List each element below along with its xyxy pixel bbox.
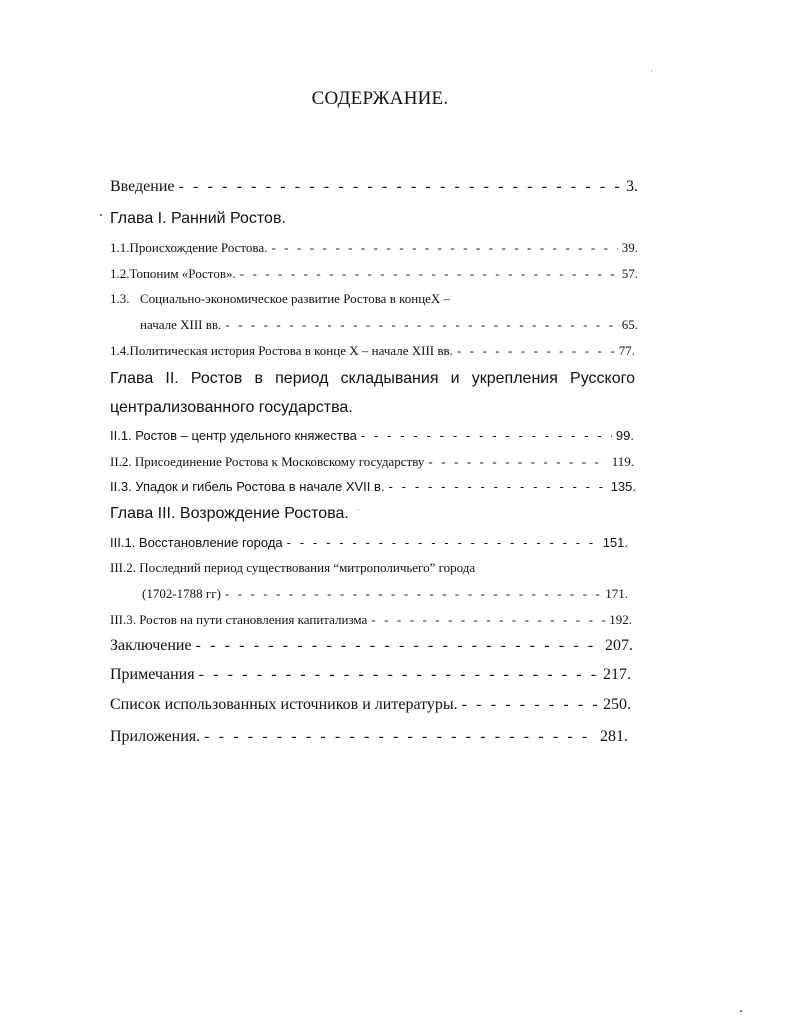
scan-speck [651,70,652,71]
toc-entry-intro[interactable] [110,178,638,196]
leader-dots [457,343,615,359]
toc-entry-page: 57. [621,266,638,281]
toc-entry-page: 119. [611,454,634,469]
toc-entry-label: II.1. Ростов – центр удельного княжества [110,428,357,443]
toc-entry-page: 171. [605,586,628,601]
toc-entry-label: II.3. Упадок и гибель Ростова в начале XVII в. [110,479,385,494]
toc-entry-3-1[interactable] [110,535,628,550]
toc-entry-1-2[interactable] [110,266,638,282]
chapter2-heading-line1: Глава II. Ростов в период складывания и укрепления Русского [110,370,635,387]
toc-entry-3-3[interactable] [110,612,632,628]
toc-entry-label: Происхождение Ростова. [129,240,268,255]
toc-entry-page: 281. [600,728,628,745]
toc-entry-label-cont: (1702-1788 гг) [142,586,221,601]
toc-entry-page: 99. [615,428,634,443]
toc-entry-page: 77. [618,343,635,358]
scan-speck [358,509,359,510]
toc-entry-number: 1.2. [110,266,130,281]
toc-entry-page: 151. [602,535,628,550]
toc-entry-page: 192. [609,612,632,627]
toc-entry-2-3[interactable] [110,479,636,494]
toc-entry-label: Примечания [110,666,195,683]
leader-dots [462,696,599,714]
toc-entry-3-2-line1[interactable]: III.2. Последний период существования “митрополичьего” города [110,560,476,575]
toc-entry-page: 3. [626,178,638,195]
toc-entry-1-3-line1[interactable] [110,291,450,307]
toc-entry-page: 65. [621,317,638,332]
toc-entry-label: Топоним «Ростов». [129,266,236,281]
leader-dots [371,612,605,628]
toc-entry-page: 217. [603,666,631,683]
toc-entry-1-3-line2[interactable] [140,317,638,333]
leader-dots [196,637,601,655]
leader-dots [225,317,617,333]
chapter3-heading: Глава III. Возрождение Ростова. [110,505,349,522]
toc-entry-number: 1.4. [110,343,130,358]
leader-dots [287,535,599,550]
toc-entry-label: Социально-экономическое развитие Ростова в концеХ – [140,291,451,306]
toc-entry-label: Заключение [110,637,192,654]
leader-dots [271,240,617,256]
toc-entry-page: 39. [621,240,638,255]
toc-entry-label: Введение [110,178,175,195]
leader-dots [361,428,612,443]
toc-entry-page: 207. [605,637,633,654]
toc-entry-2-1[interactable] [110,428,634,443]
toc-entry-label: II.2. Присоединение Ростова к Московскому государству [110,454,425,469]
page-title: СОДЕРЖАНИЕ. [311,88,449,109]
toc-entry-conclusion[interactable] [110,637,633,655]
toc-entry-2-2[interactable] [110,454,634,470]
leader-dots [225,586,601,602]
toc-entry-1-4[interactable] [110,343,635,359]
leader-dots [428,454,607,470]
toc-entry-label: Список использованных источников и литературы. [110,696,458,713]
chapter2-heading-line2: централизованного государства. [110,399,353,416]
toc-entry-1-1[interactable] [110,240,638,256]
toc-entry-number: 1.1. [110,240,130,255]
leader-dots [240,266,618,282]
toc-entry-notes[interactable] [110,666,631,684]
toc-entry-label: Приложения. [110,728,201,745]
leader-dots [389,479,607,494]
toc-entry-appendices[interactable] [110,728,628,746]
toc-entry-page: 250. [603,696,631,713]
toc-entry-label: III.3. Ростов на пути становления капитализма [110,612,368,627]
toc-entry-label-cont: начале XIII вв. [140,317,222,332]
toc-entry-label: Политическая история Ростова в конце Х – начале XIII вв. [129,343,453,358]
toc-entry-bibliography[interactable] [110,696,631,714]
toc-entry-label: III.1. Восстановление города [110,535,283,550]
leader-dots [179,178,623,196]
toc-entry-3-2-line2[interactable] [142,586,628,602]
toc-entry-page: 135. [610,479,636,494]
leader-dots [204,728,596,746]
scan-speck [740,1010,742,1012]
scan-speck [100,214,102,216]
toc-entry-number: 1.3. [110,291,130,306]
chapter1-heading: Глава I. Ранний Ростов. [110,210,286,227]
leader-dots [199,666,599,684]
